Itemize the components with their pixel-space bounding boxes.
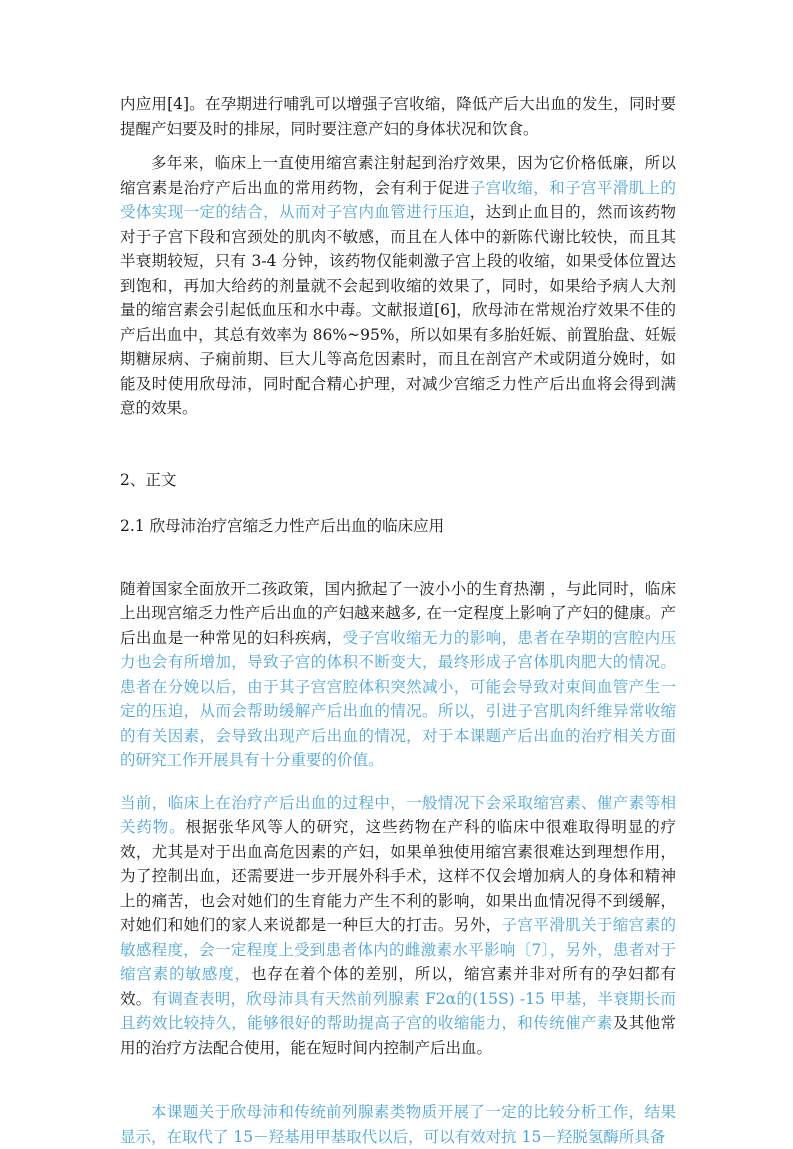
paragraph-3 — [120, 577, 676, 773]
paragraph-4 — [120, 791, 676, 1061]
paragraph-4-text-c: 及其他常用的治疗方法配合使用，能在短时间内控制产后出血。 — [120, 1014, 676, 1057]
paragraph-3-text: 随着国家全面放开二孩政策，国内掀起了一波小小的生育热潮 ，与此同时，临床上出现宫缩乏力性产后出血的产妇越来越多, 在一定程度上影响了产妇的健康。产后出血是一种常见的妇科疾病， — [120, 579, 676, 647]
paragraph-4-text-a: 根据张华风等人的研究，这些药物在产科的临床中很难取得明显的疗效，尤其是对于出血高危因素的产妇，如果单独使用缩宫素很难达到理想作用，为了控制出血，还需要进一步开展外科手术，这样不仅会增加病人的身体和精神上的痛苦，也会对她们的生育能力产生不利的影响，如果出血情况得不到缓解，对她们和她们的家人来说都是一种巨大的打击。另外， — [120, 818, 676, 934]
subsection-heading: 2.1 欣母沛治疗宫缩乏力性产后出血的临床应用 — [120, 517, 445, 535]
paragraph-3-highlight: 受子宫收缩无力的影响，患者在孕期的宫腔内压力也会有所增加，导致子宫的体积不断变大，最终形成子宫体肌肉肥大的情况。患者在分娩以后，由于其子宫宫腔体积突然减小，可能会导致对束间血管产生一定的压迫，从而会帮助缓解产后出血的情况。所以，引进子宫肌肉纤维异常收缩的有关因素，会导致出现产后出血的情况，对于本课题产后出血的治疗相关方面的研究工作开展具有十分重要的价值。 — [120, 628, 676, 769]
paragraph-2-text-a: 多年来，临床上一直使用缩宫素注射起到治疗效果，因为它价格低廉，所以缩宫素是治疗产后出血的常用药物，会有利于促进 — [120, 154, 676, 197]
paragraph-5-highlight: 本课题关于欣母沛和传统前列腺素类物质开展了一定的比较分析工作，结果显示，在取代了 15－羟基用甲基取代以后，可以有效对抗 15－羟脱氢酶所具备 — [120, 1103, 676, 1146]
paragraph-2 — [120, 151, 676, 421]
paragraph-4-highlight-b: 子宫平滑肌关于缩宫素的敏感程度，会一定程度上受到患者体内的雌激素水平影响〔7〕，另外，患者对于缩宫素的敏感度， — [120, 916, 676, 983]
paragraph-2-text-b: ，达到止血目的，然而该药物对于子宫下段和宫颈处的肌肉不敏感，而且在人体中的新陈代谢比较快，而且其半衰期较短，只有 3-4 分钟，该药物仅能刺激子宫上段的收缩，如果受体位置达到饱和，再加大给药的剂量就不会起到收缩的效果了，同时，如果给予病人大剂量的缩宫素会引起低血压和水中毒。文献报道[6]，欣母沛在常规治疗效果不佳的产后出血中，其总有效率为 86%~95%，所以如果有多胎妊娠、前置胎盘、妊娠期糖尿病、子痫前期、巨大儿等高危因素时，而且在剖宫产术或阴道分娩时，如能及时使用欣母沛，同时配合精心护理，对减少宫缩乏力性产后出血将会得到满意的效果。 — [120, 203, 676, 417]
paragraph-4-text-b: 也存在着个体的差别，所以，缩宫素并非对所有的孕妇都有效。 — [120, 965, 676, 1008]
paragraph-1 — [120, 92, 676, 141]
paragraph-4-highlight-c: 有调查表明，欣母沛具有天然前列腺素 F2α的(15S) -15 甲基，半衰期长而且药效比较持久，能够很好的帮助提高子宫的收缩能力，和传统催产素 — [120, 989, 676, 1032]
section-heading: 2、正文 — [120, 470, 177, 489]
paragraph-2-highlight: 子宫收缩，和子宫平滑肌上的受体实现一定的结合，从而对子宫内血管进行压迫 — [120, 178, 676, 221]
paragraph-4-highlight-a: 当前，临床上在治疗产后出血的过程中，一般情况下会采取缩宫素、催产素等相关药物。 — [120, 793, 676, 836]
paragraph-1-text: 内应用[4]。在孕期进行哺乳可以增强子宫收缩，降低产后大出血的发生，同时要提醒产妇要及时的排尿，同时要注意产妇的身体状况和饮食。 — [120, 95, 676, 138]
paragraph-5 — [120, 1100, 676, 1149]
document-page — [120, 92, 676, 1149]
